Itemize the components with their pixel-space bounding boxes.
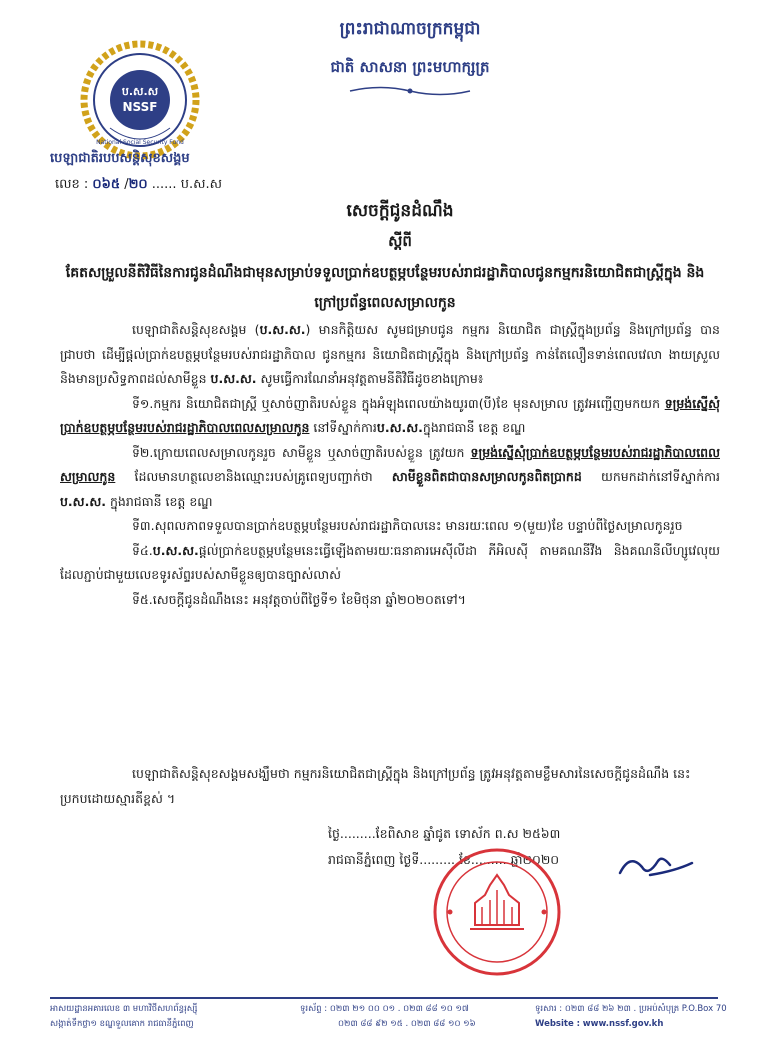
ref-number: ០៦៥	[92, 177, 121, 192]
subject-text: គែតសម្រួលនីតិវិធីនៃការជូនដំណឹងជាមុនសម្រាប់ទទួលប្រាក់ឧបត្ថម្ភបន្ថែមរបស់រាជរដ្ឋាភិបាលជូនកម្មករនិយោជិតជាស្ត្រីក្នុង និងក្រៅប្រព័ន្ធពេលសម្រាលកូន	[65, 265, 705, 311]
lunar-date: ថ្ងៃ.........ខែពិសាខ ឆ្នាំជូត ទោស័ក ព.ស ២៥៦៣	[328, 826, 561, 841]
footer-address: អាសយដ្ឋានអគារលេខ ៣ មហាវិថីសហព័ន្ធរុស្ស៊ី សង្កាត់ទឹកថ្លា១ ខណ្ឌទួលគោក រាជធានីភ្នំពេញ	[50, 1004, 198, 1029]
footer-divider	[50, 997, 718, 999]
logo-acronym: NSSF	[122, 100, 158, 114]
document-title: សេចក្តីជូនដំណឹង	[346, 201, 454, 221]
footer-phones: ទូរស័ព្ទ : ០២៣ ២១ ០០ ០១ . ០២៣ ៨៨ ១០ ១៧ ០២៣ ៨៨ ៩២ ១៥ . ០២៣ ៨៨ ១០ ១៦	[300, 1004, 476, 1029]
reference-line: លេខ : ០៦៥ /២០ ...... ប.ស.ស	[55, 177, 222, 192]
handwritten-signature	[600, 845, 710, 890]
item-2: ទី២.ក្រោយពេលសម្រាលកូនរួច សាមីខ្លួន ឬសាច់ញាតិរបស់ខ្លួន ត្រូវយក ទម្រង់ស្នើសុំប្រាក់ឧបត្ថម្ភបន្ថែមរបស់រាជរដ្ឋាភិបាលពេលសម្រាលកូន ដែលមានហត្ថលេខានិងឈ្មោះរបស់គ្រូពេទ្យបញ្ជាក់ថា សាមីខ្លួនពិតជាបានសម្រាលកូនពិតប្រាកដ យកមកដាក់នៅទីស្នាក់ការ ប.ស.ស. ក្នុងរាជធានី ខេត្ត ខណ្ឌ	[60, 444, 720, 509]
item-3: ទី៣.សុពលភាពទទួលបានប្រាក់ឧបត្ថម្ភបន្ថែមរបស់រាជរដ្ឋាភិបាលនេះ មានរយៈពេល ១(មួយ)ខែ បន្ទាប់ពីថ្ងៃសម្រាលកូនរួច	[132, 518, 683, 533]
website-label: Website :	[535, 1019, 581, 1029]
item-1: ទី១.កម្មករ និយោជិតជាស្ត្រី ឬសាច់ញាតិរបស់ខ្លួន ក្នុងអំឡុងពេលយ៉ាងយូរ៣(បី)ខែ មុនសម្រាល ត្រូវអញ្ជើញមកយក ទម្រង់ស្នើសុំប្រាក់ឧបត្ថម្ភបន្ថែមរបស់រាជរដ្ឋាភិបាលពេលសម្រាលកូន នៅទីស្នាក់ការប.ស.ស.ក្នុងរាជធានី ខេត្ត ខណ្ឌ	[60, 395, 720, 435]
fax-line: ទូរសារ : ០២៣ ៨៨ ២៦ ២៣ . ប្រអប់សំបុត្រ P.O.Box 70	[535, 1004, 727, 1014]
body-text	[60, 318, 720, 612]
kingdom-heading: ព្រះរាជាណាចក្រកម្ពុជា	[339, 19, 481, 39]
item-5: ទី៥.សេចក្តីជូនដំណឹងនេះ អនុវត្តចាប់ពីថ្ងៃទី១ ខែមិថុនា ឆ្នាំ២០២០តទៅ។	[132, 591, 466, 607]
logo-abbr: ប.ស.ស	[121, 85, 159, 98]
ornament-divider	[345, 84, 475, 98]
ref-year: ២០	[128, 177, 148, 192]
logo-ring-text: National Social Security Fund	[96, 139, 184, 146]
official-stamp	[430, 845, 565, 980]
national-motto: ជាតិ សាសនា ព្រះមហាក្សត្រ	[330, 58, 490, 76]
website-link[interactable]: www.nssf.gov.kh	[582, 1019, 664, 1029]
agency-name: បេឡាជាតិរបបសន្តិសុខសង្គម	[50, 151, 190, 166]
nssf-logo	[80, 40, 200, 160]
subject-label: ស្តីពី	[388, 232, 412, 250]
item-4: ទី៤.ប.ស.ស.ផ្តល់ប្រាក់ឧបត្ថម្ភបន្ថែមនេះធ្វើឡើងតាមរយៈធនាគារអេស៊ីលីដា ភីអិលស៊ី តាមគណនីវីង និងគណនីលីហ្សូវេលុយ ដែលភ្ជាប់ជាមួយលេខទូរស័ព្ទរបស់សាមីខ្លួនឲ្យបានច្បាស់លាស់	[60, 542, 720, 582]
footer-contact	[535, 1002, 755, 1032]
ref-suffix: ប.ស.ស	[180, 177, 222, 192]
closing-paragraph: បេឡាជាតិសន្តិសុខសង្គមសង្ឃឹមថា កម្មករនិយោជិតជាស្ត្រីក្នុង និងក្រៅប្រព័ន្ធ ត្រូវអនុវត្តតាមខ្លឹមសារនៃសេចក្តីជូនដំណឹង នេះប្រកបដោយស្មារតីខ្ពស់ ។	[60, 766, 691, 806]
intro-paragraph: បេឡាជាតិសន្តិសុខសង្គម (ប.ស.ស.) មានកិត្តិយស សូមជម្រាបជូន កម្មករ និយោជិត ជាស្ត្រីក្នុងប្រព័ន្ធ និងក្រៅប្រព័ន្ធ បានជ្រាបថា ដើម្បីផ្តល់ប្រាក់ឧបត្ថម្ភបន្ថែមរបស់រាជរដ្ឋាភិបាល ជូនកម្មករ និយោជិតជាស្ត្រីក្នុង និងក្រៅប្រព័ន្ធ កាន់តែលឿនទាន់ពេលវេលា ងាយស្រួល និងមានប្រសិទ្ធភាពដល់សាមីខ្លួន ប.ស.ស. សូមធ្វើការណែនាំអនុវត្តតាមនីតិវិធីដូចខាងក្រោម៖	[60, 322, 720, 386]
ref-label: លេខ :	[55, 177, 89, 192]
place-date: រាជធានីភ្នំពេញ ថ្ងៃទី......... ខែ......... ឆ្នាំ២០២០	[328, 852, 560, 867]
